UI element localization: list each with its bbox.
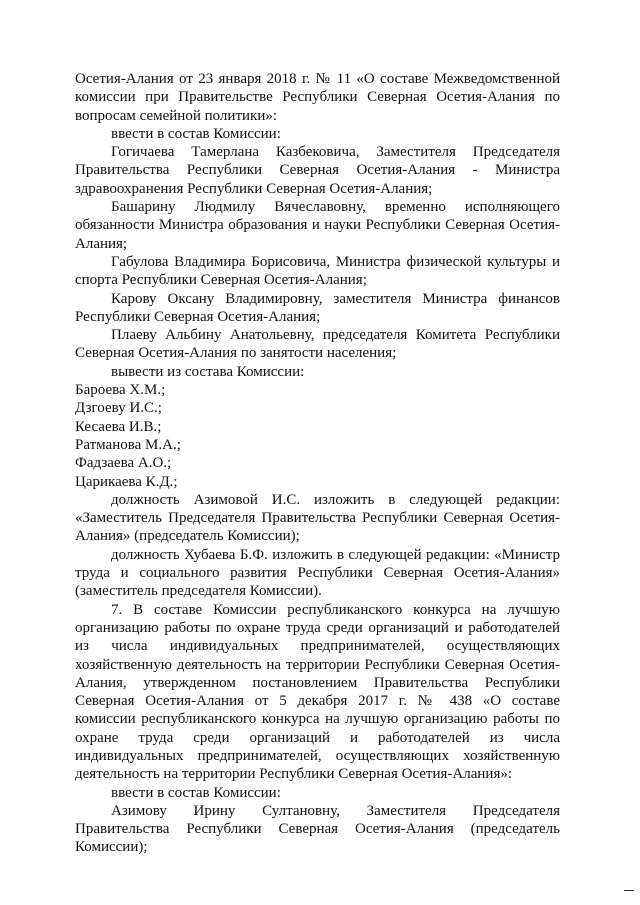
text-line: из числа индивидуальных предпринимателей, осуществляющих — [75, 638, 560, 655]
list-item: Ратманова М.А.; — [75, 436, 181, 453]
text-line: обязанности Министра образования и науки Республики Северная Осетия- — [75, 217, 560, 234]
text-line: Гогичаева Тамерлана Казбековича, Заместителя Председателя — [111, 144, 560, 161]
text-line: охране труда среди организаций и работодателей из числа — [75, 729, 560, 746]
list-item: Фадзаева А.О.; — [75, 455, 172, 472]
text-line: организацию работы по охране труда среди организаций и работодателей — [75, 619, 560, 636]
text-line: Башарину Людмилу Вячеславовну, временно исполняющего — [111, 199, 560, 216]
text-line: «Заместитель Председателя Правительства Республики Северная Осетия- — [75, 510, 560, 527]
text-line: труда и социального развития Республики Северная Осетия-Алания» — [75, 565, 560, 582]
list-item: Царикаева К.Д.; — [75, 473, 178, 490]
text-line: спорта Республики Северная Осетия-Алания; — [75, 272, 367, 289]
text-line: комиссии при Правительстве Республики Северная Осетия-Алания по — [75, 89, 560, 106]
text-line: Алания» (председатель Комиссии); — [75, 528, 300, 545]
text-line: индивидуальных предпринимателей, осуществляющих хозяйственную — [75, 747, 560, 764]
text-line: Азимову Ирину Султановну, Заместителя Председателя — [111, 802, 560, 819]
document-page — [75, 70, 560, 857]
list-item: Кесаева И.В.; — [75, 418, 162, 435]
text-line: ввести в состав Комиссии: — [111, 125, 281, 142]
text-line: Республики Северная Осетия-Алания; — [75, 308, 321, 325]
text-line: вопросам семейной политики»: — [75, 107, 278, 124]
text-line: Карову Оксану Владимировну, заместителя Министра финансов — [111, 290, 560, 307]
section-heading: 7. В составе Комиссии республиканского конкурса на лучшую — [111, 601, 560, 618]
text-line: Правительства Республики Северная Осетия-Алания (председатель — [75, 821, 560, 838]
text-line: здравоохранения Республики Северная Осетия-Алания; — [75, 180, 433, 197]
text-line: должность Хубаева Б.Ф. изложить в следующей редакции: «Министр — [111, 546, 560, 563]
list-item: Бароева Х.М.; — [75, 382, 166, 399]
text-line: хозяйственную деятельность на территории Республики Северная Осетия- — [75, 656, 560, 673]
text-line: Плаеву Альбину Анатольевну, председателя Комитета Республики — [111, 327, 560, 344]
text-line: комиссии республиканского конкурса на лучшую организацию работы по — [75, 711, 560, 728]
text-line: Северная Осетия-Алания от 5 декабря 2017 г. № 438 «О составе — [75, 693, 560, 710]
text-line: Алания; — [75, 235, 128, 252]
text-line: вывести из состава Комиссии: — [111, 363, 305, 380]
text-line: Комиссии); — [75, 839, 148, 856]
text-line: Правительства Республики Северная Осетия-Алания - Министра — [75, 162, 560, 179]
text-line: (заместитель председателя Комиссии). — [75, 583, 322, 600]
text-line: Осетия-Алания от 23 января 2018 г. № 11 «О составе Межведомственной — [75, 71, 560, 87]
text-line: должность Азимовой И.С. изложить в следующей редакции: — [111, 491, 560, 508]
text-line: Северная Осетия-Алания по занятости населения; — [75, 345, 397, 362]
page-edge-mark — [624, 890, 634, 891]
list-item: Дзгоеву И.С.; — [75, 400, 162, 417]
text-line: Алания, утвержденном постановлением Правительства Республики — [75, 674, 560, 691]
text-line: ввести в состав Комиссии: — [111, 784, 281, 801]
text-line: деятельность на территории Республики Северная Осетия-Алания»: — [75, 766, 513, 783]
text-line: Габулова Владимира Борисовича, Министра физической культуры и — [111, 253, 560, 270]
